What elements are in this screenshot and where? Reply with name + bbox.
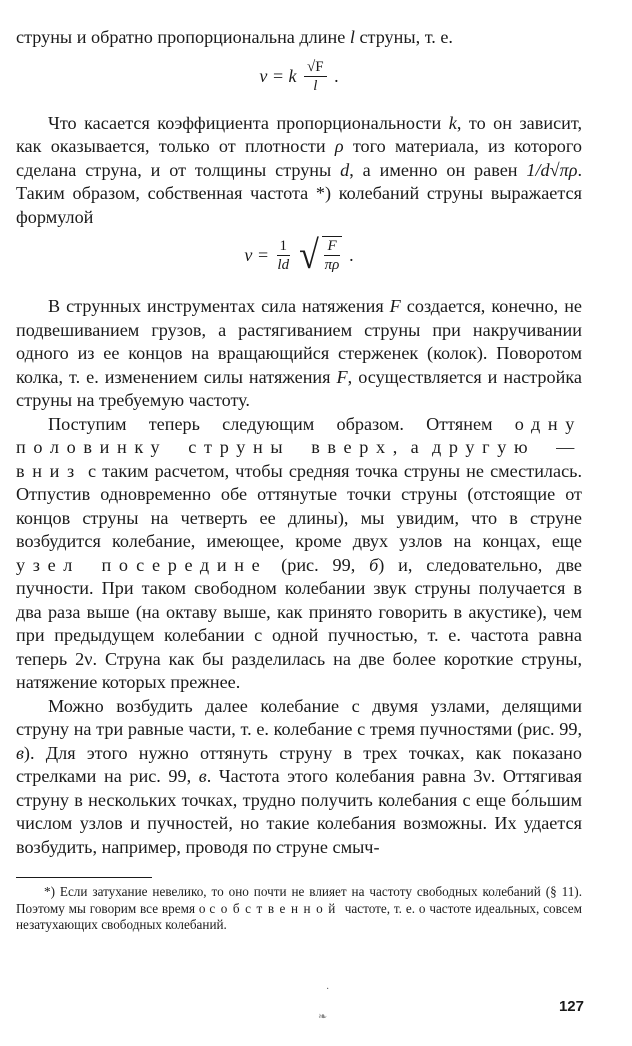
var-F: F xyxy=(389,296,401,316)
formula-2-den-2: πρ xyxy=(324,257,340,273)
formula-2-fraction-2 xyxy=(322,236,341,274)
figure-ref: в xyxy=(198,766,207,786)
footnote-rule xyxy=(16,877,152,878)
var-F: F xyxy=(336,366,348,387)
stray-dot: · xyxy=(326,984,330,995)
text: струны и обратно пропорциональна длине xyxy=(16,27,350,47)
paragraph-1: Что касается коэффициента пропорциональности k, то он зависит, как оказывается, только от плотности ρ того материала, из которого сделана струна, и от толщины струны d, а именно он равен 1/d√πρ. Таким образом, собственная частота *) колебаний струны выражается формулой xyxy=(16,112,583,227)
page-body xyxy=(16,26,582,934)
formula-2-fraction-1 xyxy=(277,237,291,274)
formula-2-end: . xyxy=(349,244,354,265)
formula-1 xyxy=(16,58,582,102)
printer-mark: ❧ xyxy=(318,1011,328,1023)
paragraph-3: Поступим теперь следующим образом. Оттянем одну половинку струны вверх, а другую — вниз с таким расчетом, чтобы средняя точка струны не сместилась. Отпустив одновременно обе оттянутые точки струны (отстоящие от концов струны на четверть ее длины), мы увидим, что в струне возбудится колебание, имеющее, кроме двух узлов на концах, еще узел посередине (рис. 99, б) и, следовательно, две пучности. При таком свободном колебании звук струны получается в два раза выше (на октаву выше, как принято говорить в акустике), чем при предыдущем колебании с одной пучностью, т. е. частота равна теперь 2ν. Струна как бы разделилась на две более короткие струны, натяжение которых прежнее. xyxy=(16,413,583,692)
inline-expression: 1/d√πρ xyxy=(526,159,578,180)
figure-ref: б xyxy=(369,554,379,575)
formula-2-den-1: ld xyxy=(277,256,290,273)
spaced-emphasis: другую — вниз xyxy=(16,437,582,481)
formula-2-lhs: ν = xyxy=(244,244,269,265)
formula-1-num: √F xyxy=(304,58,327,77)
paragraph-2: В струнных инструментах сила натяжения F создается, конечно, не подвешиванием грузов, а растягиванием струны при накручивании одного из ее концов на вращающийся стерженек (колок). Поворотом колка, т. е. изменением силы натяжения F, осуществляется и настройка струны на требуемую частоту. xyxy=(16,296,582,410)
formula-2-num-1: 1 xyxy=(277,237,291,256)
spaced-emphasis: одну половинку струны вверх xyxy=(16,413,582,457)
footnote: *) Если затухание невелико, то оно почти не влияет на частоту свободных колебаний (§ 11). Поэтому мы говорим все время о собственной частоте, т. е. о частоте идеальных, совсем незатухающих свободных колебаний. xyxy=(16,884,582,932)
var-d: d xyxy=(340,159,350,180)
spaced-emphasis: узел посередине xyxy=(16,554,268,575)
text: струны, т. е. xyxy=(354,27,453,47)
formula-1-den: l xyxy=(313,77,318,94)
formula-1-fraction xyxy=(304,58,327,95)
paragraph-0 xyxy=(16,26,582,50)
spaced-emphasis: собственной xyxy=(209,900,341,916)
formula-2-num-2: F xyxy=(324,237,339,256)
formula-2 xyxy=(16,232,582,285)
paragraph-4: Можно возбудить далее колебание с двумя узлами, делящими струну на три равные части, т. е. колебание с тремя пучностями (рис. 99, в). Для этого нужно оттянуть струну в трех точках, как показано стрелками на рис. 99, в. Частота этого колебания равна 3ν. Оттягивая струну в нескольких точках, трудно получить колебания с еще бо́льшим числом узлов и пучностей, но такие колебания возможны. Их удается возбудить, например, проводя по струне смыч- xyxy=(16,695,582,857)
page-number: 127 xyxy=(558,998,584,1015)
var-rho: ρ xyxy=(334,136,344,156)
figure-ref: в xyxy=(16,742,24,763)
formula-1-end: . xyxy=(334,65,339,86)
sqrt-sign: √ xyxy=(298,232,319,277)
var-k: k xyxy=(448,112,457,133)
var-l: l xyxy=(349,27,355,47)
formula-1-lhs: ν = k xyxy=(259,65,297,86)
